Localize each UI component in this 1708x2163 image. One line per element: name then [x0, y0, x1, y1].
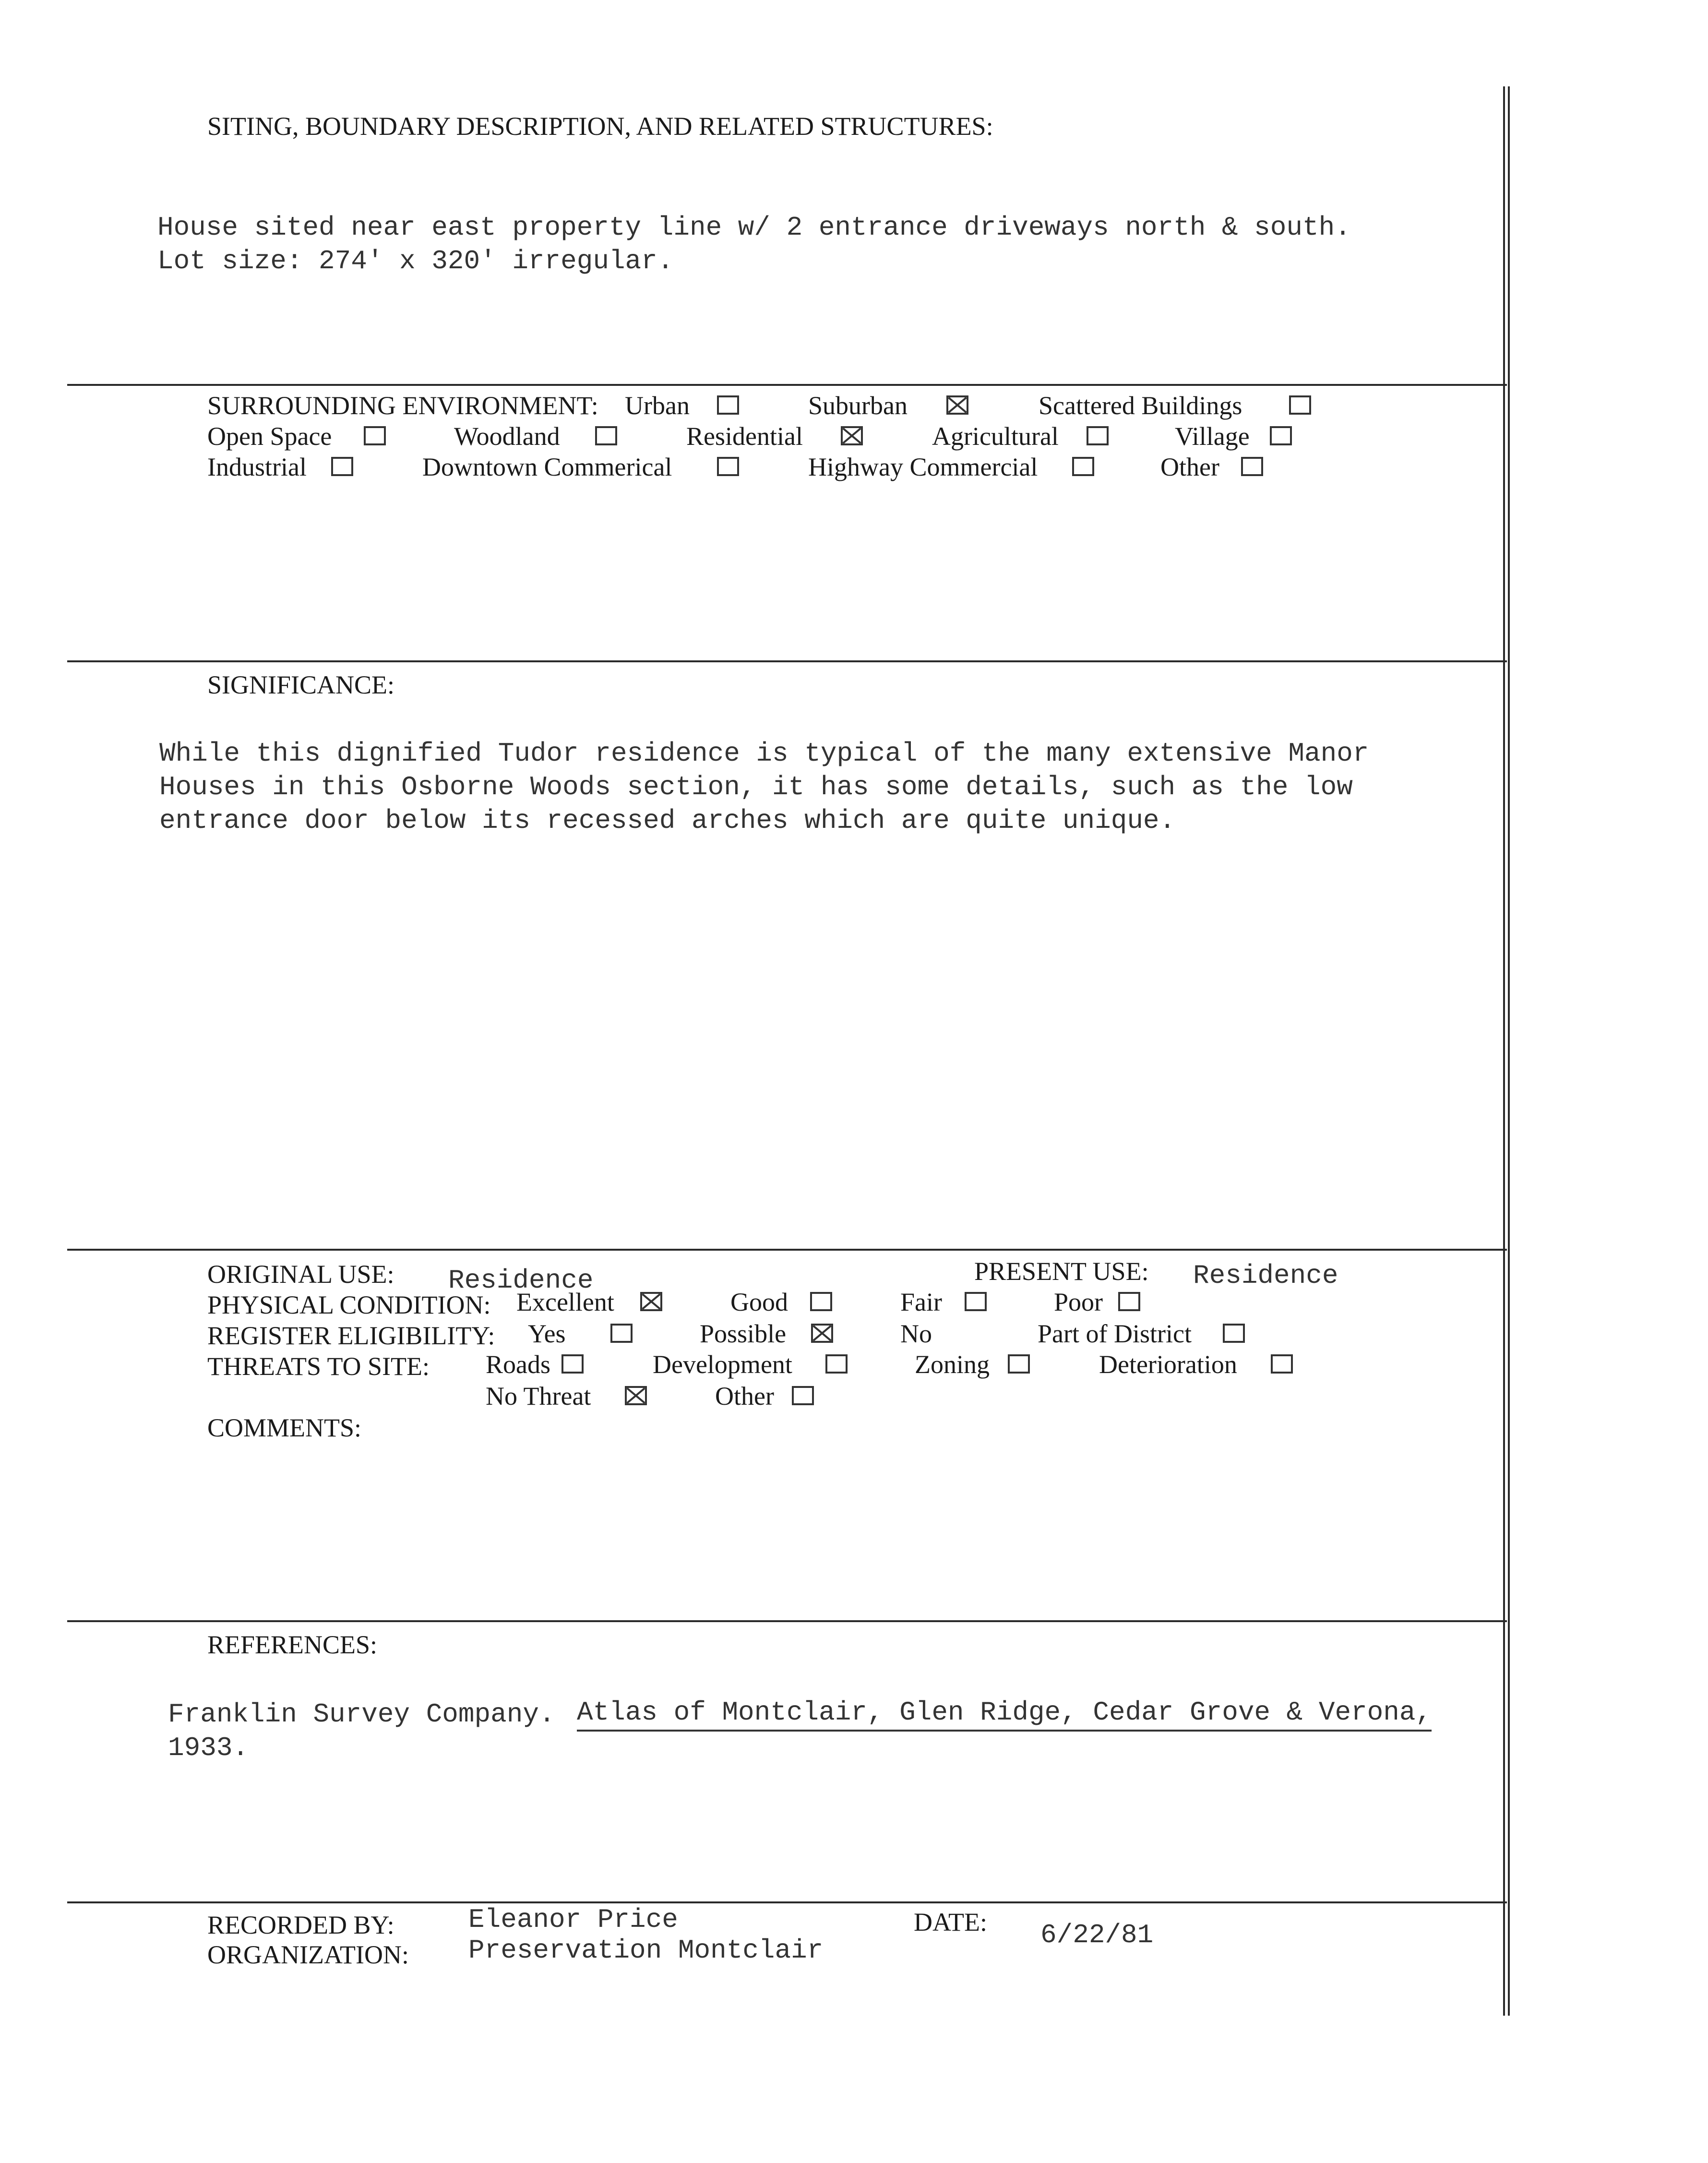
threat-roads-label: Roads [486, 1350, 550, 1379]
organization-value: Preservation Montclair [468, 1935, 824, 1966]
eligibility-possible-label: Possible [700, 1319, 787, 1348]
date-label: DATE: [914, 1908, 987, 1936]
env-downtown-checkbox[interactable] [717, 457, 739, 476]
eligibility-yes-label: Yes [528, 1319, 566, 1348]
condition-excellent-label: Excellent [516, 1288, 614, 1316]
divider-4 [67, 1620, 1507, 1622]
divider-3 [67, 1249, 1507, 1251]
date-value: 6/22/81 [1040, 1920, 1154, 1950]
env-urban-checkbox[interactable] [717, 395, 739, 415]
env-highway-checkbox[interactable] [1072, 457, 1094, 476]
reference-title: Atlas of Montclair, Glen Ridge, Cedar Grove & Verona, [577, 1699, 1432, 1732]
right-border-line-inner [1508, 86, 1510, 2016]
environment-heading: SURROUNDING ENVIRONMENT: [207, 391, 598, 420]
env-residential-checkbox[interactable] [841, 426, 863, 445]
env-residential-label: Residential [686, 422, 803, 451]
threat-other-checkbox[interactable] [792, 1386, 814, 1405]
threat-other-label: Other [715, 1382, 774, 1410]
organization-label: ORGANIZATION: [207, 1940, 409, 1969]
reference-year: 1933. [168, 1733, 249, 1763]
significance-line-3: entrance door below its recessed arches which are quite unique. [159, 805, 1176, 836]
divider-1 [67, 384, 1507, 386]
threat-roads-checkbox[interactable] [561, 1354, 584, 1374]
eligibility-district-checkbox[interactable] [1223, 1324, 1245, 1343]
significance-line-1: While this dignified Tudor residence is typical of the many extensive Manor [159, 738, 1369, 769]
divider-5 [67, 1901, 1507, 1903]
condition-good-label: Good [730, 1288, 788, 1316]
present-use-value: Residence [1193, 1260, 1338, 1291]
condition-poor-label: Poor [1054, 1288, 1103, 1316]
env-other-checkbox[interactable] [1241, 457, 1263, 476]
threat-development-label: Development [653, 1350, 792, 1379]
condition-label: PHYSICAL CONDITION: [207, 1291, 491, 1319]
original-use-label: ORIGINAL USE: [207, 1260, 394, 1289]
env-scattered-checkbox[interactable] [1289, 395, 1311, 415]
env-scattered-label: Scattered Buildings [1039, 391, 1242, 420]
env-downtown-label: Downtown Commerical [422, 453, 672, 481]
threat-no-threat-checkbox[interactable] [625, 1386, 647, 1405]
original-use-value: Residence [448, 1265, 594, 1296]
threat-zoning-checkbox[interactable] [1008, 1354, 1030, 1374]
siting-line-2: Lot size: 274' x 320' irregular. [157, 246, 674, 276]
comments-label: COMMENTS: [207, 1413, 362, 1442]
siting-line-1: House sited near east property line w/ 2 entrance driveways north & south. [157, 212, 1351, 243]
condition-fair-label: Fair [900, 1288, 942, 1316]
env-village-checkbox[interactable] [1270, 426, 1292, 445]
right-border-line [1503, 86, 1505, 2016]
eligibility-yes-checkbox[interactable] [610, 1324, 633, 1343]
eligibility-possible-checkbox[interactable] [811, 1324, 833, 1343]
significance-line-2: Houses in this Osborne Woods section, it has some details, such as the low [159, 772, 1353, 802]
env-suburban-label: Suburban [808, 391, 908, 420]
env-suburban-checkbox[interactable] [946, 395, 968, 415]
env-woodland-label: Woodland [454, 422, 560, 451]
env-urban-label: Urban [625, 391, 690, 420]
siting-heading: SITING, BOUNDARY DESCRIPTION, AND RELATED STRUCTURES: [207, 112, 993, 141]
condition-good-checkbox[interactable] [810, 1292, 832, 1311]
threats-label: THREATS TO SITE: [207, 1352, 430, 1381]
threat-zoning-label: Zoning [915, 1350, 990, 1379]
env-highway-label: Highway Commercial [808, 453, 1038, 481]
threat-development-checkbox[interactable] [825, 1354, 848, 1374]
env-agricultural-checkbox[interactable] [1087, 426, 1109, 445]
divider-2 [67, 660, 1507, 662]
env-open-space-checkbox[interactable] [364, 426, 386, 445]
references-heading: REFERENCES: [207, 1630, 378, 1659]
env-industrial-label: Industrial [207, 453, 307, 481]
env-industrial-checkbox[interactable] [331, 457, 353, 476]
env-village-label: Village [1175, 422, 1250, 451]
threat-deterioration-checkbox[interactable] [1271, 1354, 1293, 1374]
env-open-space-label: Open Space [207, 422, 332, 451]
recorded-by-label: RECORDED BY: [207, 1911, 394, 1939]
significance-heading: SIGNIFICANCE: [207, 670, 395, 699]
present-use-label: PRESENT USE: [974, 1257, 1149, 1286]
env-other-label: Other [1160, 453, 1219, 481]
condition-fair-checkbox[interactable] [965, 1292, 987, 1311]
eligibility-no-label: No [900, 1319, 932, 1348]
eligibility-label: REGISTER ELIGIBILITY: [207, 1321, 495, 1350]
recorded-by-value: Eleanor Price [468, 1904, 678, 1935]
threat-no-threat-label: No Threat [486, 1382, 591, 1410]
condition-poor-checkbox[interactable] [1118, 1292, 1140, 1311]
reference-author: Franklin Survey Company. [168, 1699, 555, 1730]
condition-excellent-checkbox[interactable] [640, 1292, 662, 1311]
env-agricultural-label: Agricultural [932, 422, 1059, 451]
threat-deterioration-label: Deterioration [1099, 1350, 1237, 1379]
env-woodland-checkbox[interactable] [595, 426, 617, 445]
eligibility-district-label: Part of District [1038, 1319, 1192, 1348]
